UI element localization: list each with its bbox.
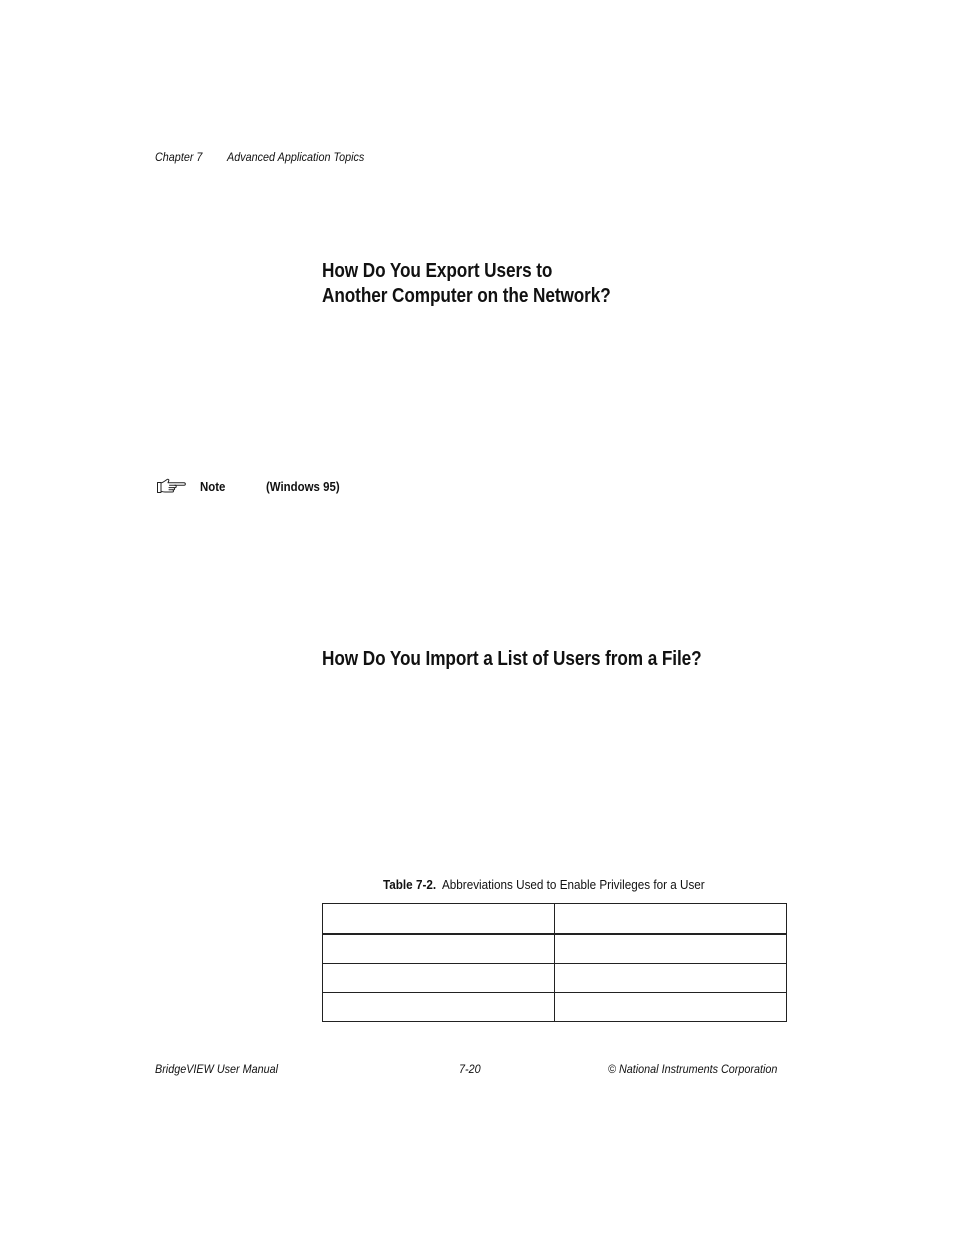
table-header-cell: [323, 904, 555, 935]
footer-page-number: 7-20: [459, 1062, 481, 1076]
table-header-row: [323, 904, 787, 935]
import-users-heading: How Do You Import a List of Users from a File?: [322, 648, 702, 670]
footer-manual-title: BridgeVIEW User Manual: [155, 1062, 279, 1076]
table-row: [323, 993, 787, 1022]
running-head-chapter: Chapter 7: [155, 150, 203, 164]
table-header-cell: [555, 904, 787, 935]
table-caption-label: Table 7-2.: [383, 877, 437, 892]
table-caption-text: Abbreviations Used to Enable Privileges for a User: [441, 877, 705, 892]
privileges-table: [322, 903, 787, 1022]
table-cell: [555, 964, 787, 993]
note-platform: (Windows 95): [266, 479, 340, 494]
table-cell: [555, 993, 787, 1022]
export-heading-line-1: How Do You Export Users to: [322, 260, 553, 282]
table-row: [323, 964, 787, 993]
table-cell: [323, 964, 555, 993]
export-users-heading: [322, 259, 611, 309]
table-caption: [383, 877, 705, 892]
footer-copyright: © National Instruments Corporation: [608, 1062, 778, 1076]
table-cell: [323, 934, 555, 964]
note-label: Note: [200, 479, 226, 494]
table-row: [323, 934, 787, 964]
export-heading-line-2: Another Computer on the Network?: [322, 285, 611, 307]
pointing-hand-icon: [156, 477, 188, 497]
running-head-section: Advanced Application Topics: [227, 150, 365, 164]
table-cell: [323, 993, 555, 1022]
table-cell: [555, 934, 787, 964]
